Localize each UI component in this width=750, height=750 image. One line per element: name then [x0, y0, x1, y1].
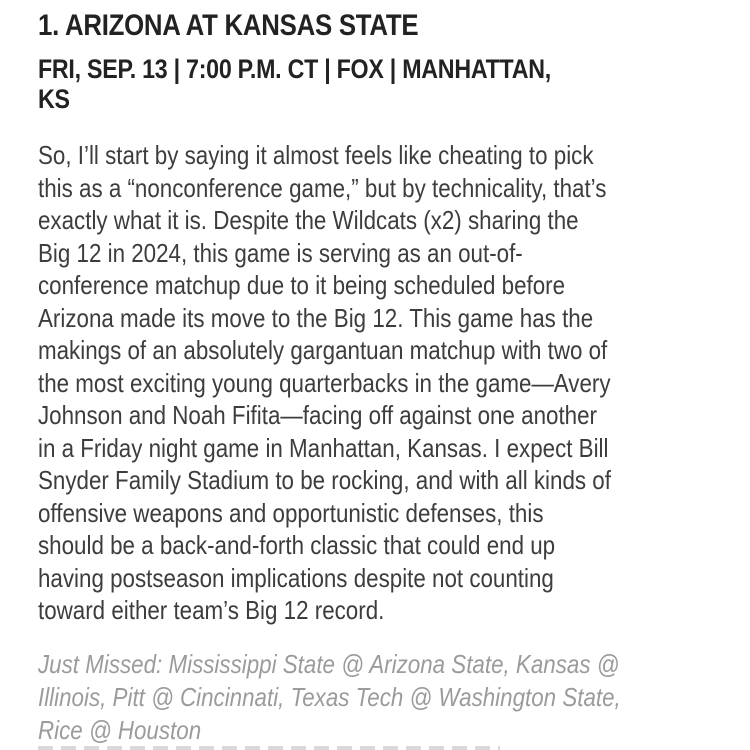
text-line: KS [38, 84, 70, 114]
text-line: conference matchup due to it being scheduled before [38, 270, 566, 300]
text-line: Rice @ Houston [38, 714, 202, 745]
text-line: Just Missed: Mississippi State @ Arizona State, Kansas @ [38, 648, 620, 679]
text-line: Snyder Family Stadium to be rocking, and with all kinds of [38, 465, 611, 495]
text-line: Illinois, Pitt @ Cincinnati, Texas Tech @ Washington State, [38, 681, 621, 712]
text-line: offensive weapons and opportunistic defenses, this [38, 497, 544, 528]
matchup-title-text: 1. ARIZONA AT KANSAS STATE [38, 9, 419, 42]
text-line: Arizona made its move to the Big 12. This game has the [38, 302, 594, 333]
text-line: exactly what it is. Despite the Wildcats (x2) sharing the [38, 205, 579, 235]
text-line: toward either team’s Big 12 record. [38, 595, 385, 625]
text-line: this as a “nonconference game,” but by technicality, that’s [38, 172, 607, 203]
text-line: makings of an absolutely gargantuan matchup with two of [38, 335, 608, 365]
text-line: in a Friday night game in Manhattan, Kansas. I expect Bill [38, 432, 609, 463]
game-info-heading [38, 54, 714, 114]
next-section-clipped-text [38, 746, 500, 750]
text-line: should be a back-and-forth classic that could end up [38, 530, 556, 560]
just-missed-note [38, 648, 714, 747]
text-line: So, I’ll start by saying it almost feels like cheating to pick [38, 140, 594, 170]
matchup-title [38, 6, 714, 44]
text-line: Johnson and Noah Fifita—facing off against one another [38, 400, 597, 430]
text-line: the most exciting young quarterbacks in the game—Avery [38, 367, 611, 398]
analysis-paragraph [38, 139, 714, 627]
text-line: Big 12 in 2024, this game is serving as an out-of- [38, 237, 523, 268]
text-line: having postseason implications despite not counting [38, 562, 554, 593]
text-line: FRI, SEP. 13 | 7:00 P.M. CT | FOX | MANHATTAN, [38, 54, 551, 84]
